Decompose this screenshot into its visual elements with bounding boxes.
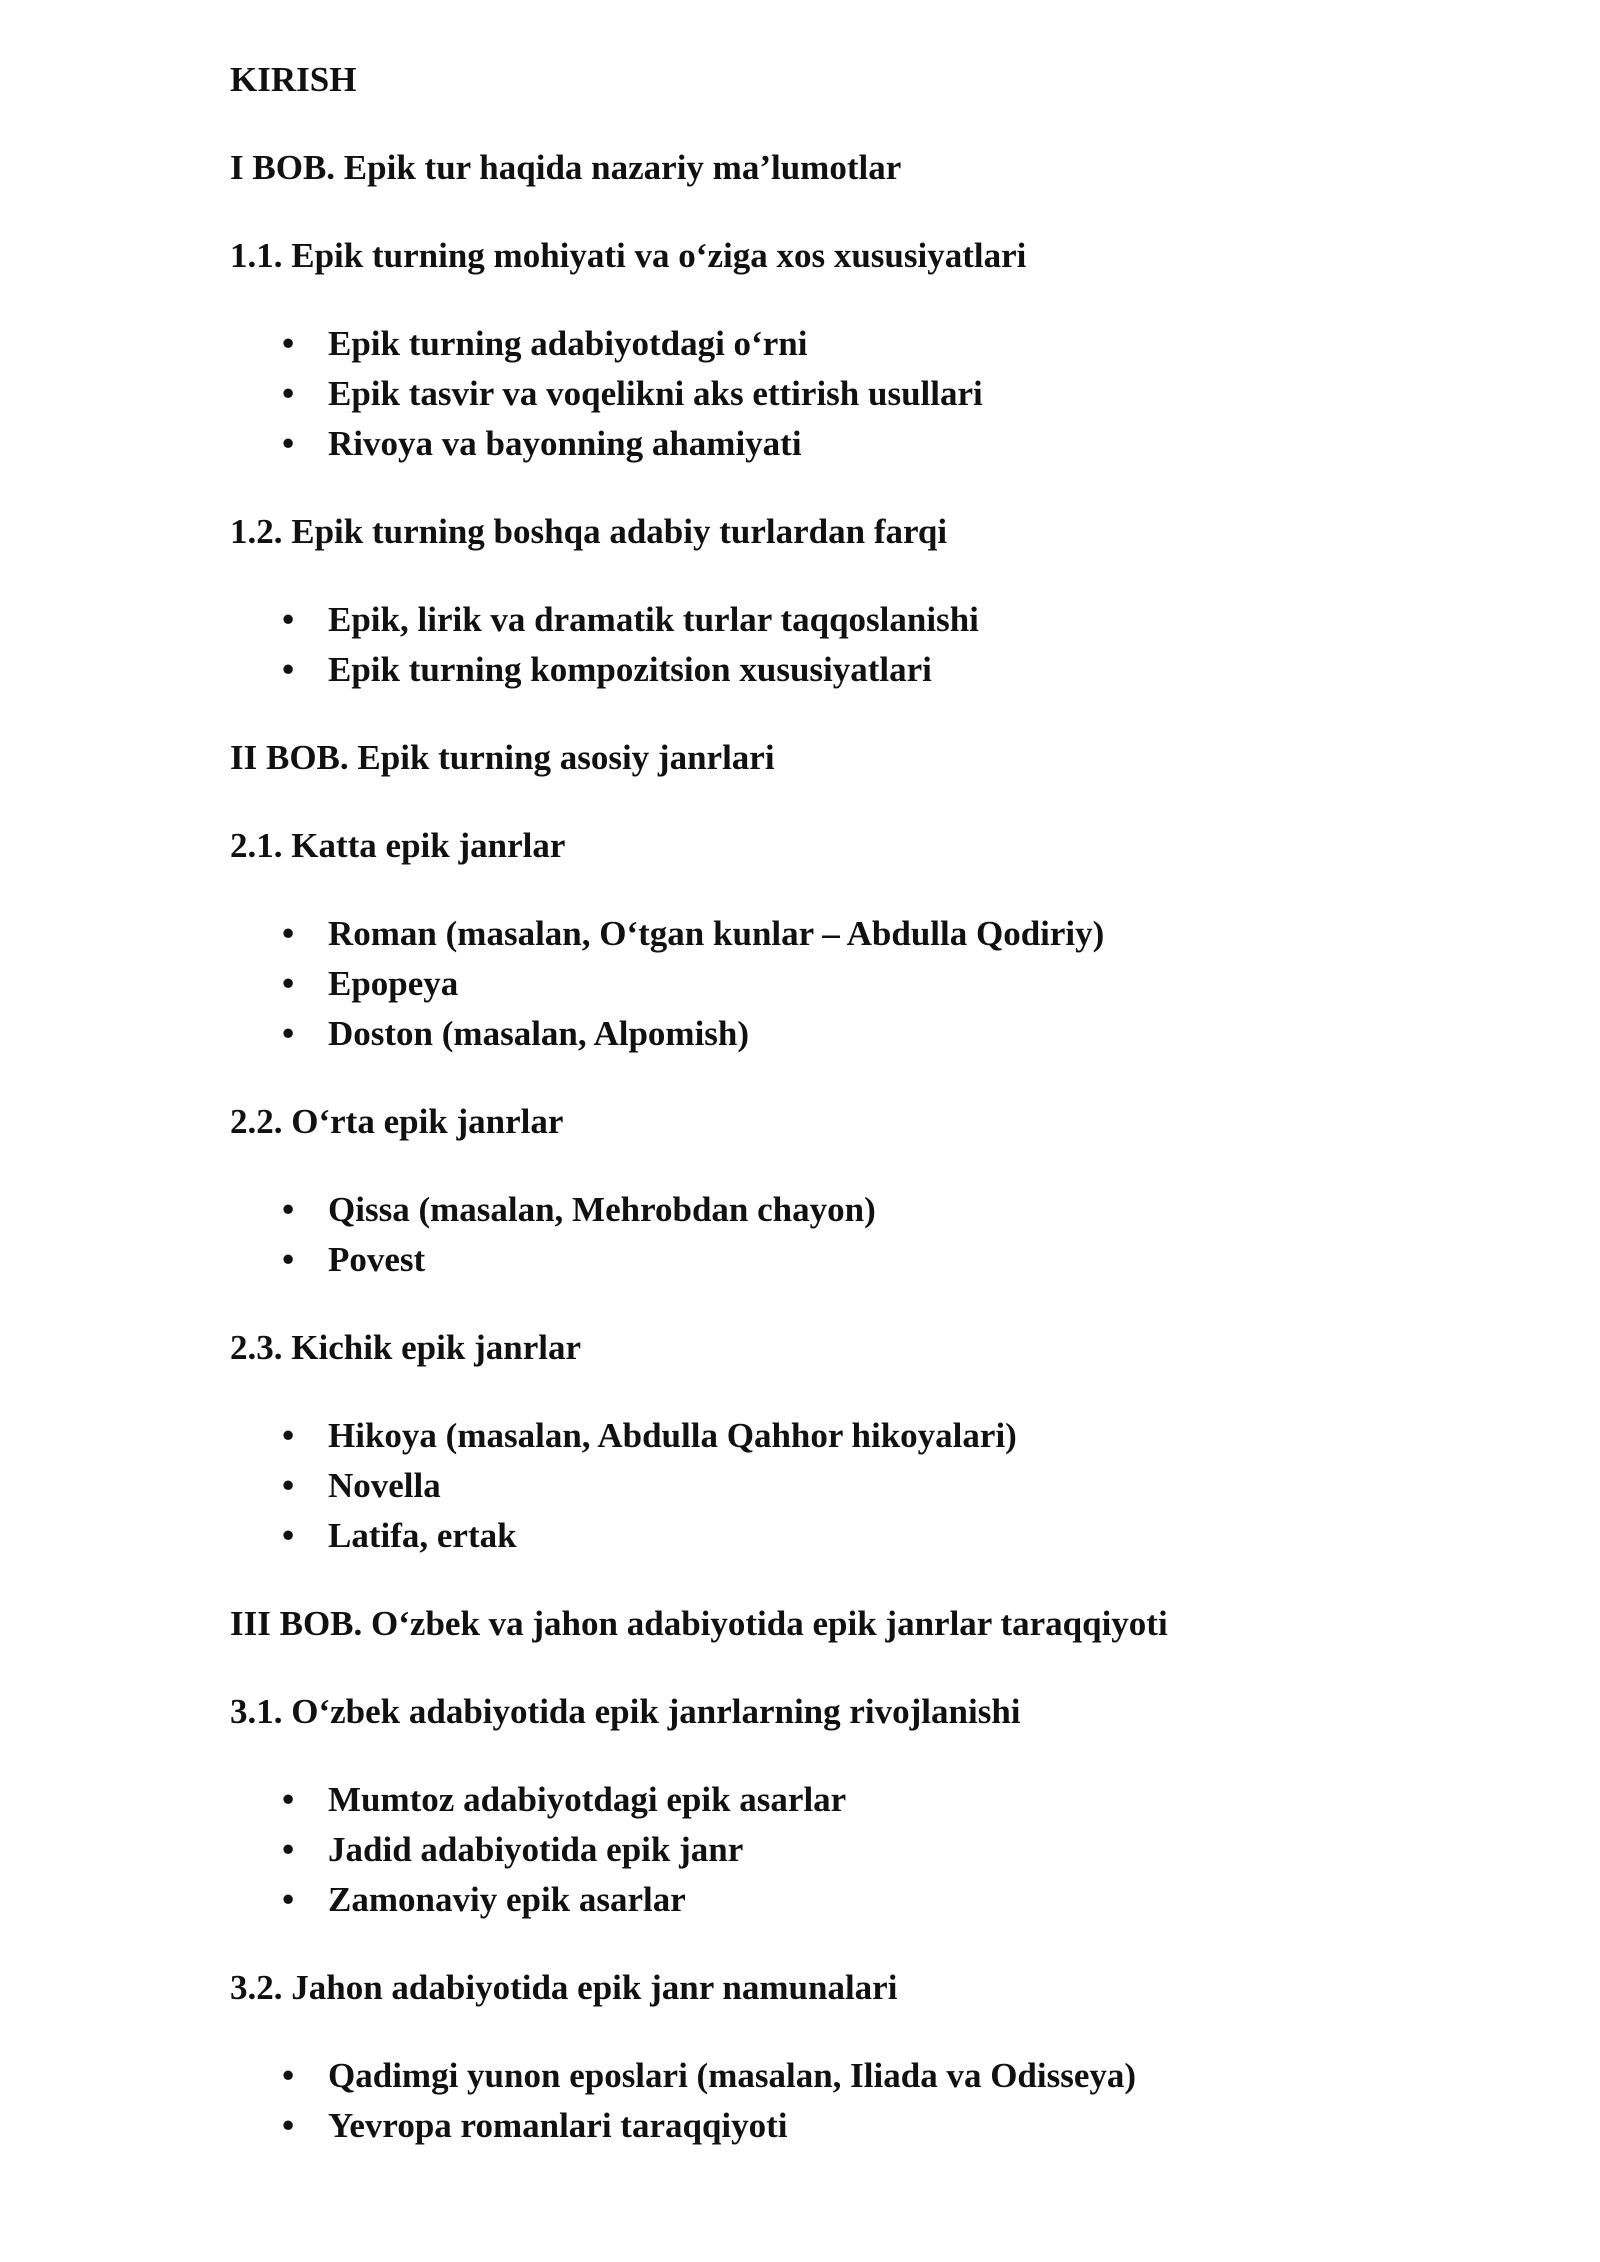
bullet-icon: • bbox=[282, 1880, 295, 1919]
bullet-icon: • bbox=[282, 1780, 295, 1819]
section-heading: 2.1. Katta epik janrlar bbox=[230, 826, 566, 865]
list-item bbox=[282, 422, 802, 466]
list-item-text: Epik tasvir va voqelikni aks ettirish usullari bbox=[328, 374, 983, 413]
section-heading: 1.2. Epik turning boshqa adabiy turlardan farqi bbox=[230, 512, 948, 551]
list-item-text: Yevropa romanlari taraqqiyoti bbox=[328, 2106, 788, 2145]
list-item-text: Povest bbox=[328, 1240, 426, 1279]
list-item bbox=[282, 598, 979, 642]
list-item-text: Doston (masalan, Alpomish) bbox=[328, 1014, 750, 1053]
bullet-icon: • bbox=[282, 2056, 295, 2095]
list-item bbox=[282, 1878, 686, 1922]
chapter-heading: I BOB. Epik tur haqida nazariy ma’lumotlar bbox=[230, 148, 902, 187]
list-item-text: Epik turning kompozitsion xususiyatlari bbox=[328, 650, 932, 689]
section-heading: 2.3. Kichik epik janrlar bbox=[230, 1328, 581, 1367]
bullet-icon: • bbox=[282, 2106, 295, 2145]
list-item bbox=[282, 912, 1105, 956]
list-item-text: Epik, lirik va dramatik turlar taqqoslanishi bbox=[328, 600, 979, 639]
list-item bbox=[282, 1414, 1017, 1458]
bullet-icon: • bbox=[282, 1190, 295, 1229]
list-item bbox=[282, 1828, 744, 1872]
list-item bbox=[282, 2104, 788, 2148]
bullet-icon: • bbox=[282, 1014, 295, 1053]
bullet-icon: • bbox=[282, 324, 295, 363]
list-item bbox=[282, 1514, 517, 1558]
list-item-text: Qissa (masalan, Mehrobdan chayon) bbox=[328, 1190, 876, 1229]
list-item bbox=[282, 1464, 441, 1508]
list-item bbox=[282, 1012, 750, 1056]
list-item-text: Jadid adabiyotida epik janr bbox=[328, 1830, 744, 1869]
list-item-text: Latifa, ertak bbox=[328, 1516, 517, 1555]
list-item bbox=[282, 322, 808, 366]
bullet-icon: • bbox=[282, 650, 295, 689]
list-item-text: Zamonaviy epik asarlar bbox=[328, 1880, 686, 1919]
bullet-icon: • bbox=[282, 914, 295, 953]
list-item-text: Epik turning adabiyotdagi o‘rni bbox=[328, 324, 808, 363]
list-item bbox=[282, 1778, 847, 1822]
list-item bbox=[282, 962, 459, 1006]
list-item bbox=[282, 2054, 1137, 2098]
list-item-text: Roman (masalan, O‘tgan kunlar – Abdulla Qodiriy) bbox=[328, 914, 1105, 953]
section-heading: 3.2. Jahon adabiyotida epik janr namunalari bbox=[230, 1968, 898, 2007]
bullet-icon: • bbox=[282, 964, 295, 1003]
list-item bbox=[282, 1238, 426, 1282]
section-heading: 2.2. O‘rta epik janrlar bbox=[230, 1102, 564, 1141]
list-item-text: Epopeya bbox=[328, 964, 459, 1003]
list-item-text: Qadimgi yunon eposlari (masalan, Iliada va Odisseya) bbox=[328, 2056, 1137, 2095]
list-item-text: Mumtoz adabiyotdagi epik asarlar bbox=[328, 1780, 847, 1819]
list-item bbox=[282, 648, 932, 692]
list-item-text: Novella bbox=[328, 1466, 441, 1505]
bullet-icon: • bbox=[282, 1466, 295, 1505]
list-item bbox=[282, 372, 983, 416]
section-heading: 1.1. Epik turning mohiyati va o‘ziga xos xususiyatlari bbox=[230, 236, 1027, 275]
section-heading: 3.1. O‘zbek adabiyotida epik janrlarning rivojlanishi bbox=[230, 1692, 1021, 1731]
chapter-heading: II BOB. Epik turning asosiy janrlari bbox=[230, 738, 775, 777]
bullet-icon: • bbox=[282, 1830, 295, 1869]
bullet-icon: • bbox=[282, 1516, 295, 1555]
bullet-icon: • bbox=[282, 1240, 295, 1279]
bullet-icon: • bbox=[282, 1416, 295, 1455]
bullet-icon: • bbox=[282, 424, 295, 463]
heading-kirish: KIRISH bbox=[230, 60, 357, 99]
list-item-text: Rivoya va bayonning ahamiyati bbox=[328, 424, 802, 463]
list-item-text: Hikoya (masalan, Abdulla Qahhor hikoyalari) bbox=[328, 1416, 1017, 1455]
chapter-heading: III BOB. O‘zbek va jahon adabiyotida epik janrlar taraqqiyoti bbox=[230, 1604, 1168, 1643]
list-item bbox=[282, 1188, 876, 1232]
bullet-icon: • bbox=[282, 374, 295, 413]
bullet-icon: • bbox=[282, 600, 295, 639]
